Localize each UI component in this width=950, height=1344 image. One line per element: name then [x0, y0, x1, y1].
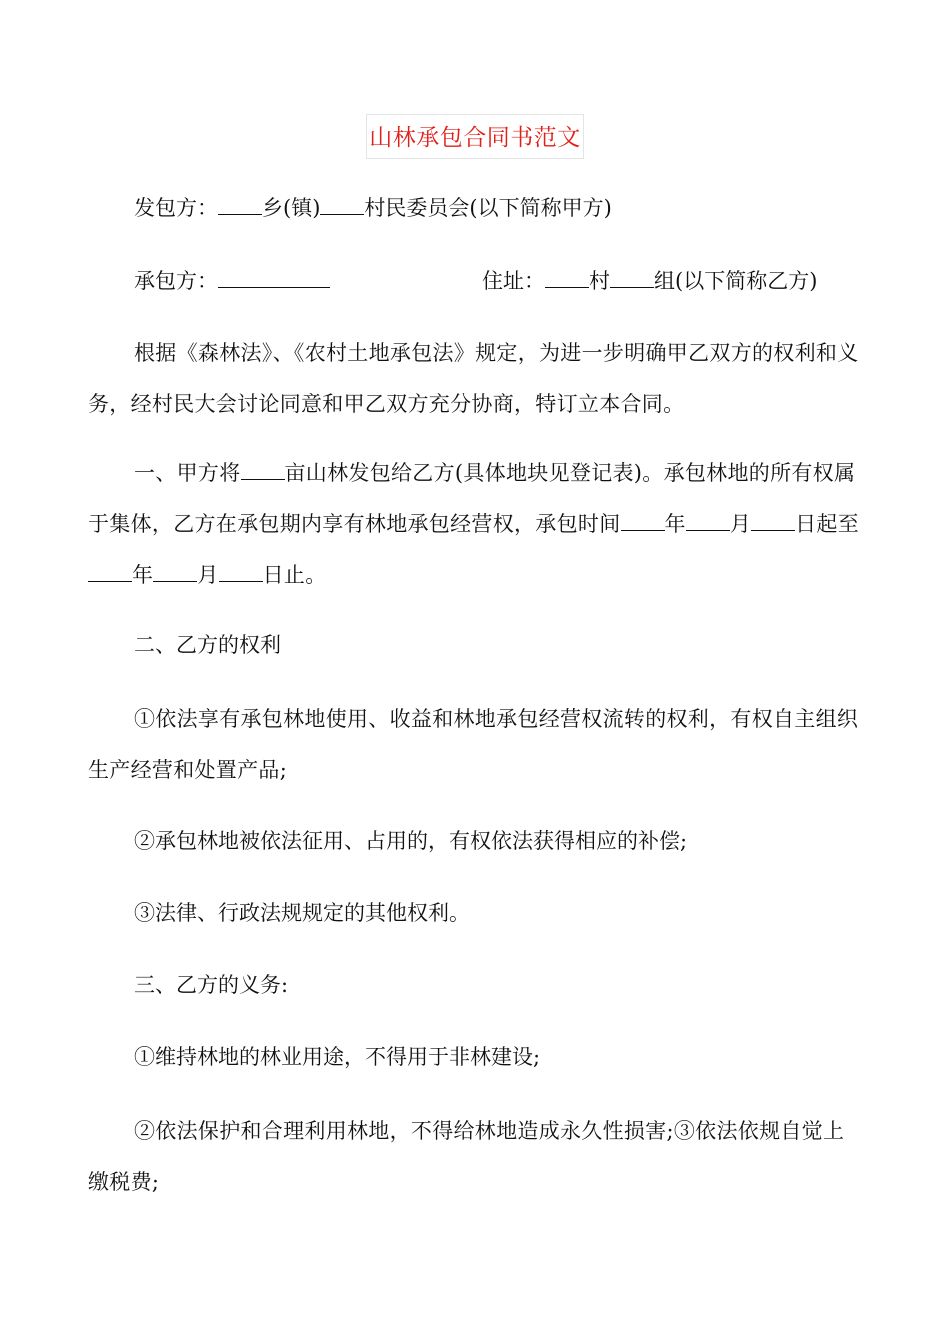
title-container: [0, 114, 950, 159]
start-day-blank: [751, 510, 795, 531]
party-b-line: [134, 258, 854, 304]
document-title: 山林承包合同书范文: [366, 114, 584, 159]
section-2-item-3: ③法律、行政法规规定的其他权利。: [134, 901, 470, 925]
section-2-item-2: ②承包林地被依法征用、占用的，有权依法获得相应的补偿;: [134, 829, 688, 853]
party-a-town-suffix: 乡(镇): [262, 196, 321, 220]
section-3-item-1: ①维持林地的林业用途，不得用于非林建设;: [134, 1045, 541, 1069]
address-group-suffix: 组(以下简称乙方): [654, 269, 818, 293]
end-year-label: 年: [132, 563, 154, 587]
section-2-heading: 二、乙方的权利: [134, 633, 281, 657]
end-month-label: 月: [197, 563, 219, 587]
party-a-label: 发包方：: [134, 196, 218, 220]
end-month-blank: [153, 561, 197, 582]
party-b-label: 承包方：: [134, 269, 218, 293]
preamble-paragraph: 根据《森林法》、《农村土地承包法》规定，为进一步明确甲乙双方的权利和义务，经村民大会讨论同意和甲乙双方充分协商，特订立本合同。: [88, 341, 859, 416]
town-blank: [218, 194, 262, 215]
end-day-label: 日止。: [262, 563, 327, 587]
section-3-heading: 三、乙方的义务:: [134, 973, 289, 997]
end-year-blank: [88, 561, 132, 582]
start-year-label: 年: [664, 512, 686, 536]
address-village-blank: [545, 267, 589, 288]
start-month-label: 月: [729, 512, 752, 536]
section-3-item-2: ②依法保护和合理利用林地，不得给林地造成永久性损害;③依法依规自觉上缴税费;: [88, 1119, 845, 1194]
party-a-village-suffix: 村民委员会(以下简称甲方): [364, 196, 612, 220]
clause-1-text-b: 亩山林发包给乙方(具体地块见登记表)。承包林地的所有权属于集体，乙方在承包期内享有林地承包经营权，承包时间: [88, 461, 856, 536]
address-group-blank: [610, 267, 654, 288]
village-blank: [320, 194, 364, 215]
address-label: 住址：: [482, 269, 545, 293]
party-b-address: [482, 258, 817, 304]
party-b-name-blank: [218, 267, 330, 288]
party-a-line: [134, 185, 914, 231]
start-month-blank: [686, 510, 730, 531]
start-day-label: 日起至: [795, 512, 860, 536]
area-blank: [241, 459, 285, 480]
address-village-suffix: 村: [589, 269, 610, 293]
section-2-item-1: ①依法享有承包林地使用、收益和林地承包经营权流转的权利，有权自主组织生产经营和处置产品;: [88, 707, 859, 782]
start-year-blank: [621, 510, 665, 531]
clause-1-paragraph: [88, 448, 864, 601]
end-day-blank: [219, 561, 263, 582]
clause-1-text-a: 一、甲方将: [134, 461, 241, 485]
